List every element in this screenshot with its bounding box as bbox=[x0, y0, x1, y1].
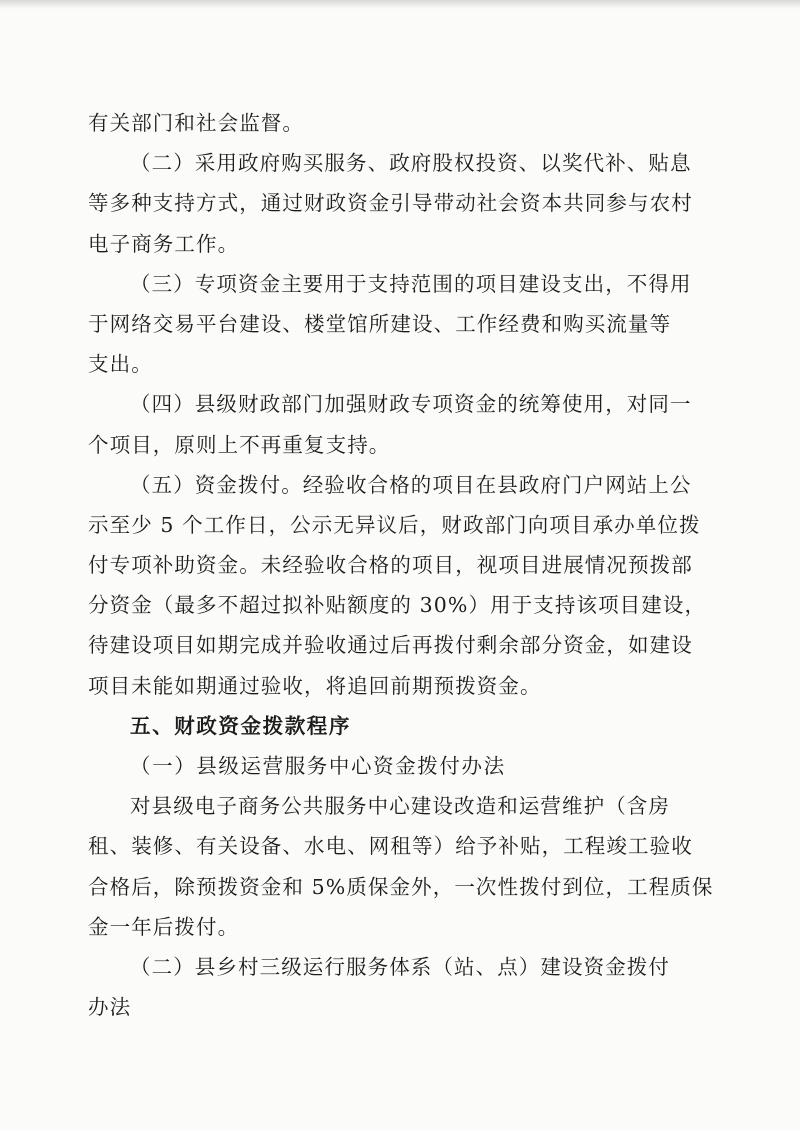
text-line: （二）县乡村三级运行服务体系（站、点）建设资金拨付 bbox=[130, 954, 670, 979]
section-heading: 五、财政资金拨款程序 bbox=[130, 713, 351, 738]
text-line: 支出。 bbox=[88, 352, 153, 377]
text-line: 等多种支持方式，通过财政资金引导带动社会资本共同参与农村 bbox=[88, 191, 693, 216]
text-line: 办法 bbox=[88, 995, 132, 1020]
text-line: 合格后，除预拨资金和 5%质保金外，一次性拨付到位，工程质保 bbox=[88, 874, 714, 899]
text-line: （二）采用政府购买服务、政府股权投资、以奖代补、贴息 bbox=[130, 151, 692, 176]
text-line: 个项目，原则上不再重复支持。 bbox=[88, 432, 391, 457]
text-line: 待建设项目如期完成并验收通过后再拨付剩余部分资金，如建设 bbox=[88, 633, 693, 658]
text-line: （五）资金拨付。经验收合格的项目在县政府门户网站上公 bbox=[130, 472, 692, 497]
text-line: 金一年后拨付。 bbox=[88, 914, 240, 939]
text-line: 于网络交易平台建设、楼堂馆所建设、工作经费和购买流量等 bbox=[88, 311, 672, 336]
text-line: 租、装修、有关设备、水电、网租等）给予补贴，工程竣工验收 bbox=[88, 834, 693, 859]
subsection-heading: （一）县级运营服务中心资金拨付办法 bbox=[130, 754, 506, 778]
document-body bbox=[88, 103, 713, 1027]
text-line: 有关部门和社会监督。 bbox=[88, 111, 304, 135]
scan-edge bbox=[0, 0, 800, 8]
text-line: （三）专项资金主要用于支持范围的项目建设支出，不得用 bbox=[130, 271, 692, 296]
text-line: 分资金（最多不超过拟补贴额度的 30%）用于支持该项目建设， bbox=[88, 593, 707, 618]
text-line: 电子商务工作。 bbox=[88, 231, 240, 256]
text-line: （四）县级财政部门加强财政专项资金的统筹使用，对同一 bbox=[130, 392, 692, 417]
text-line: 付专项补助资金。未经验收合格的项目，视项目进展情况预拨部 bbox=[88, 553, 693, 578]
text-line: 对县级电子商务公共服务中心建设改造和运营维护（含房 bbox=[130, 794, 670, 819]
text-line: 项目未能如期通过验收，将追回前期预拨资金。 bbox=[88, 673, 542, 698]
text-line: 示至少 5 个工作日，公示无异议后，财政部门向项目承办单位拨 bbox=[88, 512, 701, 537]
